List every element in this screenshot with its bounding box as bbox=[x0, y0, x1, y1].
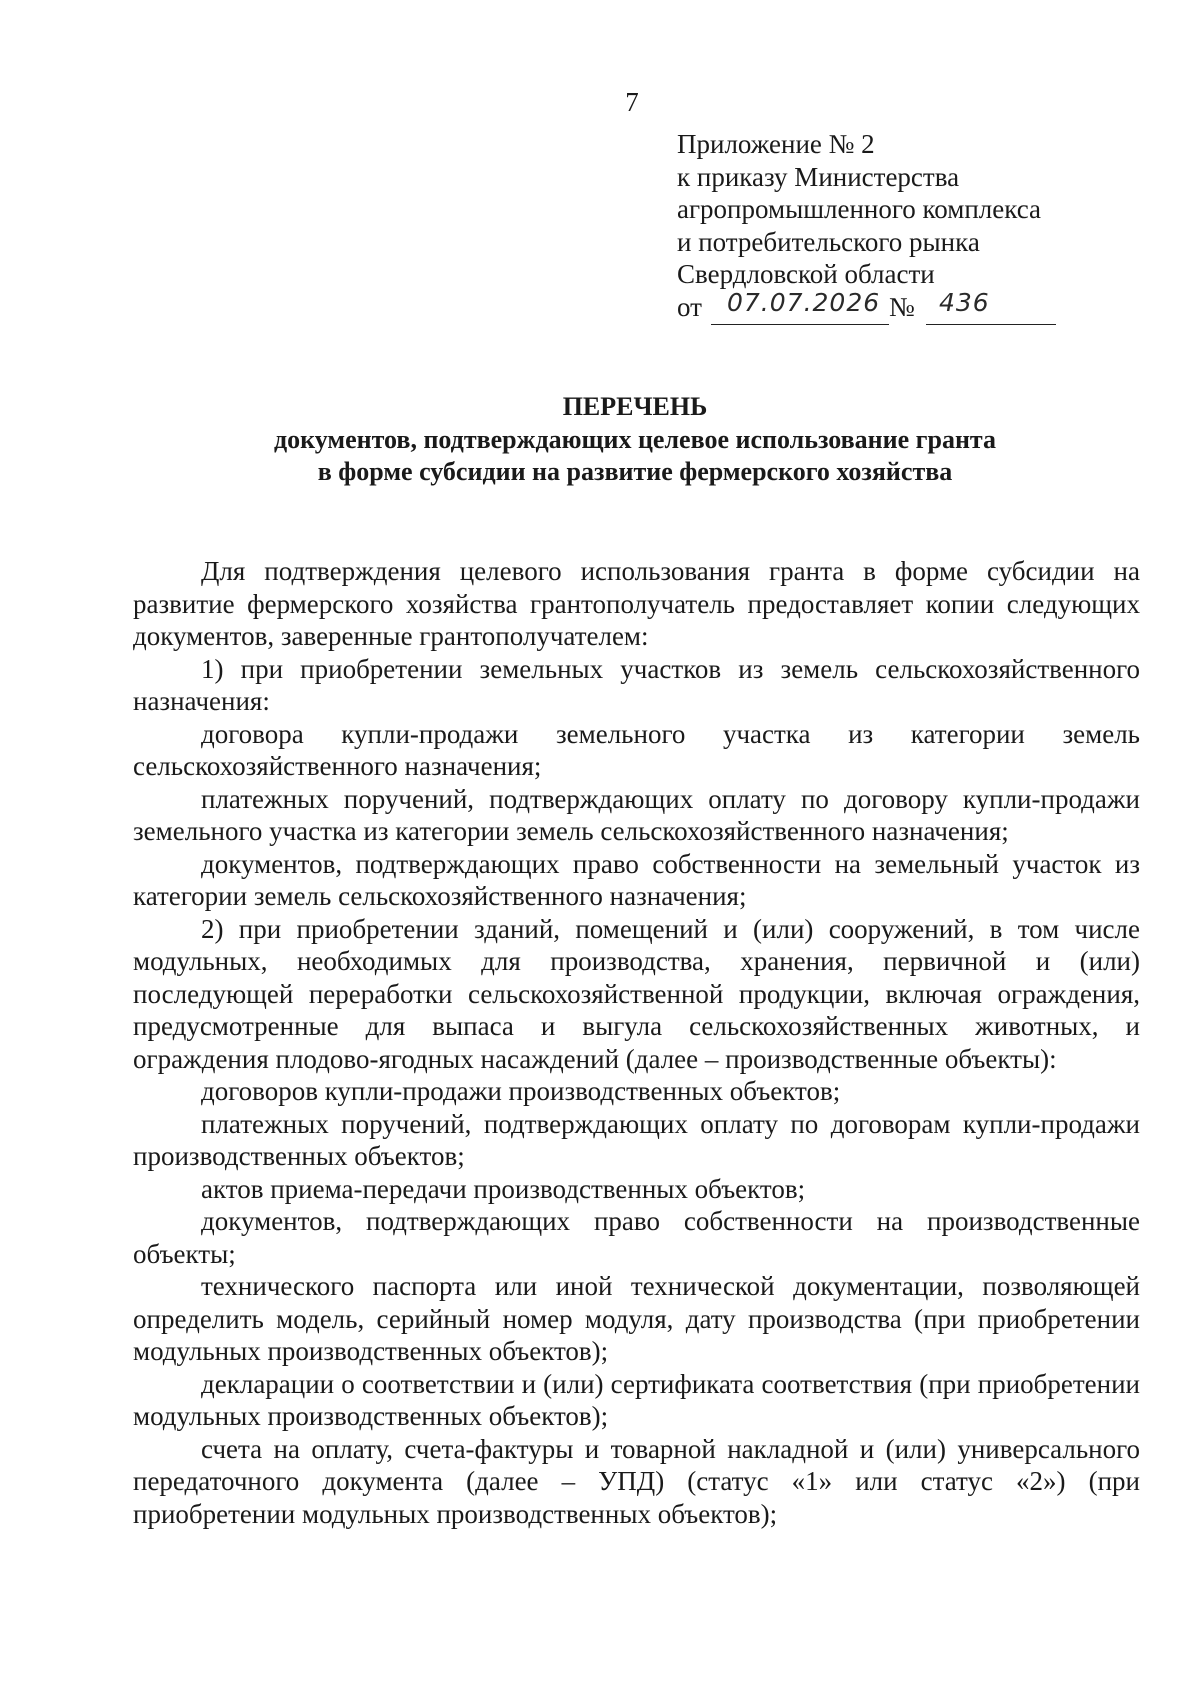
body-paragraph: документов, подтверждающих право собственности на земельный участок из категории земель сельскохозяйственного назначения; bbox=[133, 848, 1140, 911]
document-body bbox=[133, 555, 1140, 1530]
title-heading: ПЕРЕЧЕНЬ bbox=[562, 392, 708, 421]
appendix-line: Свердловской области bbox=[677, 259, 935, 289]
date-prefix: от bbox=[677, 291, 702, 322]
handwritten-number: 436 bbox=[939, 287, 990, 317]
body-paragraph: документов, подтверждающих право собственности на производственные объекты; bbox=[133, 1206, 1140, 1269]
appendix-block bbox=[677, 128, 1097, 325]
appendix-line: агропромышленного комплекса bbox=[677, 194, 1041, 224]
body-paragraph: счета на оплату, счета-фактуры и товарной накладной и (или) универсального передаточного документа (далее – УПД) (статус «1» или статус «2») (при приобретении модульных производственных объектов); bbox=[133, 1433, 1140, 1529]
title-line: документов, подтверждающих целевое использование гранта bbox=[273, 424, 997, 454]
title-line: в форме субсидии на развитие фермерского хозяйства bbox=[317, 457, 953, 486]
body-paragraph: декларации о соответствии и (или) сертификата соответствия (при приобретении модульных производственных объектов); bbox=[133, 1368, 1140, 1431]
body-paragraph: 1) при приобретении земельных участков из земель сельскохозяйственного назначения: bbox=[133, 653, 1140, 716]
body-paragraph: договора купли-продажи земельного участка из категории земель сельскохозяйственного назначения; bbox=[133, 718, 1140, 781]
body-paragraph: договоров купли-продажи производственных объектов; bbox=[201, 1076, 841, 1106]
handwritten-date: 07.07.2026 bbox=[727, 287, 881, 317]
appendix-line: к приказу Министерства bbox=[677, 161, 960, 192]
document-title bbox=[130, 391, 1140, 489]
body-paragraph: технического паспорта или иной технической документации, позволяющей определить модель, серийный номер модуля, дату производства (при приобретении модульных производственных объектов); bbox=[133, 1271, 1140, 1366]
order-date-line bbox=[677, 287, 1097, 325]
number-label: № bbox=[889, 291, 915, 322]
body-paragraph: актов приема-передачи производственных объектов; bbox=[201, 1173, 806, 1204]
page-number: 7 bbox=[625, 87, 639, 117]
appendix-line: и потребительского рынка bbox=[677, 226, 980, 257]
body-paragraph: платежных поручений, подтверждающих оплату по договору купли-продажи земельного участка из категории земель сельскохозяйственного назначения; bbox=[133, 783, 1140, 846]
body-paragraph: платежных поручений, подтверждающих оплату по договорам купли-продажи производственных объектов; bbox=[133, 1108, 1140, 1171]
appendix-line: Приложение № 2 bbox=[677, 129, 875, 159]
body-paragraph: 2) при приобретении зданий, помещений и (или) сооружений, в том числе модульных, необходимых для производства, хранения, первичной и (или) последующей переработки сельскохозяйственной продукции, включая ограждения, предусмотренные для выпаса и выгула сельскохозяйственных животных, и ограждения плодово-ягодных насаждений (далее – производственные объекты): bbox=[133, 913, 1140, 1074]
body-paragraph: Для подтверждения целевого использования гранта в форме субсидии на развитие фермерского хозяйства грантополучатель предоставляет копии следующих документов, заверенные грантополучателем: bbox=[133, 556, 1140, 651]
